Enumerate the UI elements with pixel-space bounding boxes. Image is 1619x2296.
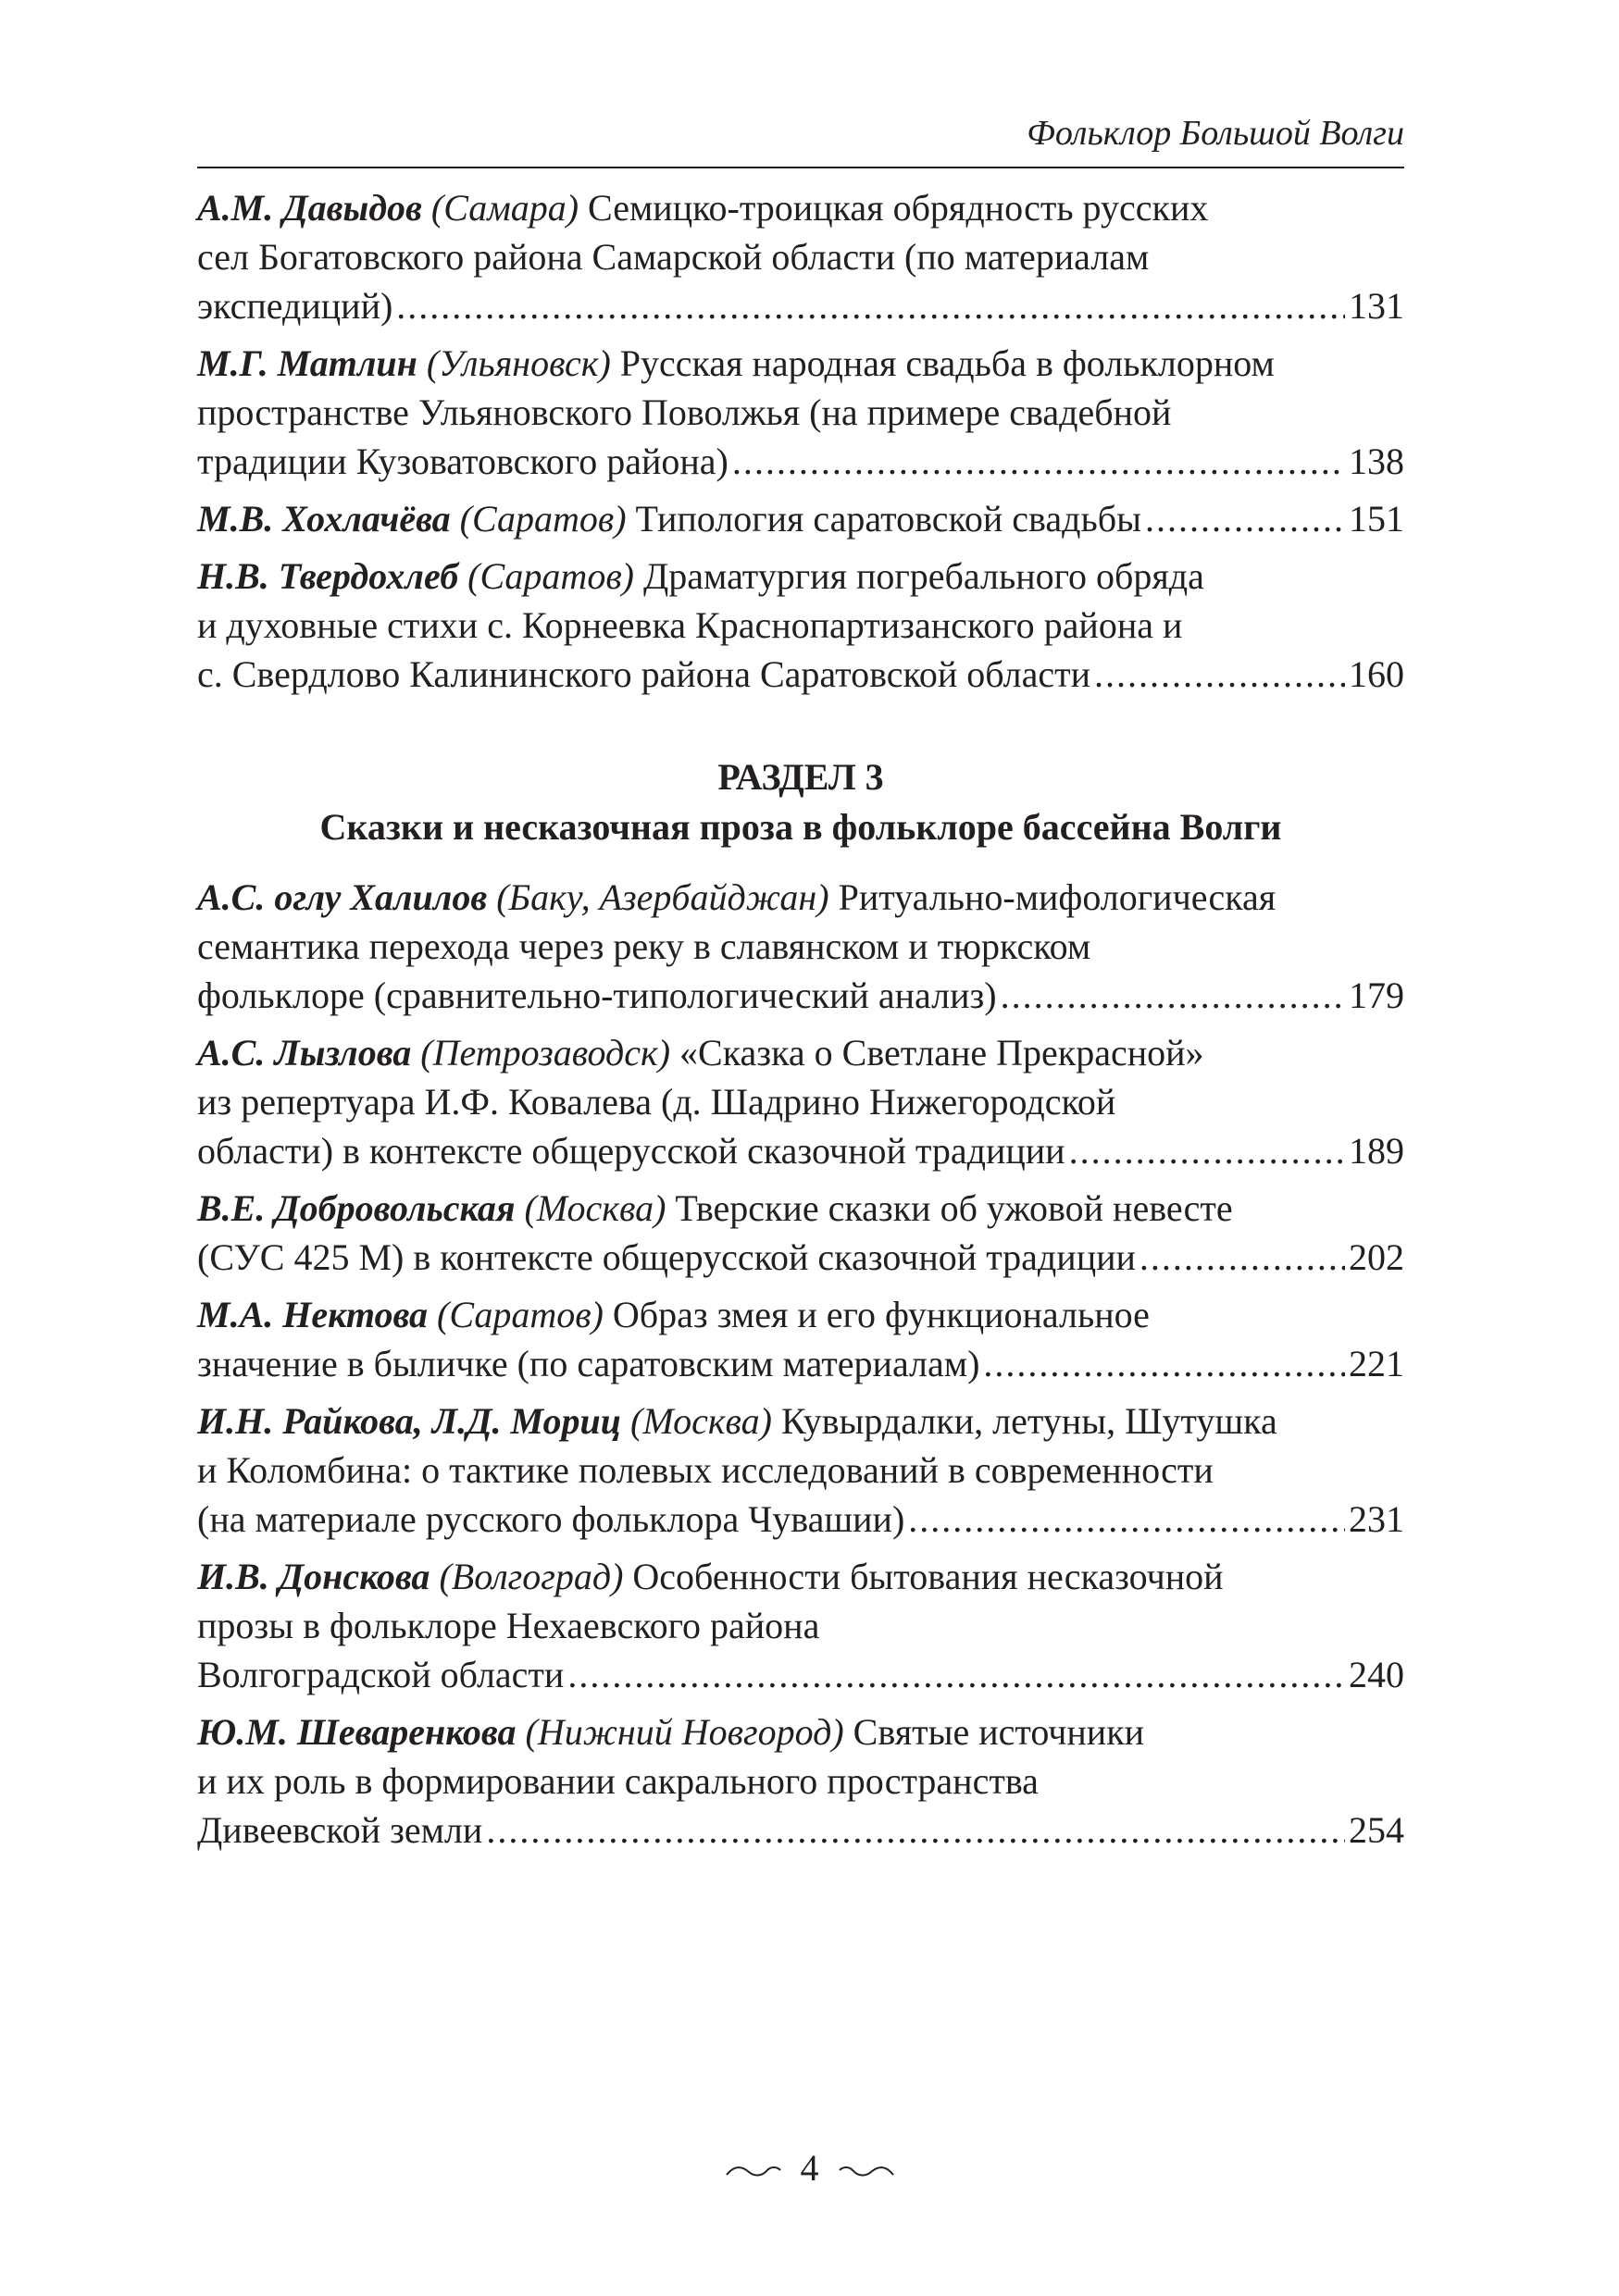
entry-title-text: значение в быличке (по саратовским материалам) [197,1343,980,1384]
entry-line [197,1446,1404,1495]
entry-city: (Москва) [524,1187,666,1229]
dot-leader [396,281,1345,330]
entry-title-text: Драматургия погребального обряда [643,555,1204,597]
entry-last-text [197,1233,1136,1282]
entry-page-number: 138 [1349,441,1404,482]
entry-page-number: 131 [1349,285,1404,327]
entry-city: (Саратов) [459,498,627,540]
entry-page-number: 202 [1349,1236,1404,1278]
toc-list-top [197,183,1404,699]
entry-line [197,922,1404,971]
entry-city: (Москва) [630,1400,772,1442]
entry-page-number: 151 [1349,498,1404,540]
entry-title-text: и Коломбина: о тактике полевых исследований в современности [197,1449,1214,1491]
entry-title-text: традиции Кузоватовского района) [197,441,729,482]
entry-title-text: Типология саратовской свадьбы [635,498,1141,540]
entry-line [197,183,1404,232]
entry-author: А.М. Давыдов [197,187,422,229]
entry-author: Ю.М. Шеваренкова [197,1711,517,1753]
section-number: РАЗДЕЛ 3 [717,756,884,798]
entry-title-text: Тверские сказки об ужовой невесте [675,1187,1233,1229]
toc-list-section [197,873,1404,1855]
dot-leader [908,1495,1345,1544]
entry-city: (Самара) [430,187,579,229]
swash-ornament-icon [838,2146,895,2190]
dot-leader [1140,1233,1345,1282]
entry-author: А.С. Лызлова [197,1032,412,1074]
entry-page-number: 160 [1349,653,1404,695]
entry-last-line [197,1233,1404,1282]
entry-city: (Баку, Азербайджан) [496,876,829,918]
toc-entry [197,552,1404,699]
entry-last-text [197,1650,565,1699]
page-number: 4 [800,2147,819,2190]
entry-title-text: пространстве Ульяновского Поволжья (на примере свадебной [197,391,1172,433]
entry-last-text [197,281,393,330]
entry-line [197,1028,1404,1077]
entry-line [197,339,1404,388]
entry-title-text: сел Богатовского района Самарской области (по материалам [197,236,1150,278]
entry-title-text: фольклоре (сравнительно-типологический анализ) [197,974,997,1016]
entry-title-text: и их роль в формировании сакрального пространства [197,1760,1039,1802]
dot-leader [983,1339,1345,1388]
entry-author: М.В. Хохлачёва [197,498,451,540]
toc-entry [197,1184,1404,1282]
entry-city: (Ульяновск) [426,342,611,384]
entry-title-text: «Сказка о Светлане Прекрасной» [679,1032,1204,1074]
entry-author: А.С. оглу Халилов [197,876,488,918]
entry-author: М.А. Нектова [197,1294,429,1335]
toc-entry [197,1290,1404,1388]
entry-line [197,1077,1404,1126]
entry-page-number: 240 [1349,1654,1404,1695]
entry-title-text: Семицко-троицкая обрядность русских [588,187,1209,229]
entry-last-line [197,281,1404,330]
entry-line [197,388,1404,437]
entry-line [197,873,1404,922]
entry-title-text: области) в контексте общерусской сказочной традиции [197,1130,1065,1172]
section-title: Сказки и несказочная проза в фольклоре бассейна Волги [319,806,1282,848]
entry-last-text [197,1806,483,1855]
entry-city: (Саратов) [467,555,634,597]
entry-author: Н.В. Твердохлеб [197,555,459,597]
entry-last-line [197,494,1404,543]
entry-title-text: (на материале русского фольклора Чувашии) [197,1498,905,1540]
entry-title-text: семантика перехода через реку в славянском и тюркском [197,925,1091,967]
dot-leader [567,1650,1345,1699]
entry-city: (Петрозаводск) [420,1032,671,1074]
entry-line [197,601,1404,650]
toc-entry [197,1028,1404,1175]
entry-title-text: экспедиций) [197,285,393,327]
dot-leader [486,1806,1345,1855]
toc-entry [197,1396,1404,1544]
dot-leader [1145,494,1345,543]
entry-title-text: и духовные стихи с. Корнеевка Краснопартизанского района и [197,604,1183,646]
dot-leader [1069,1126,1345,1175]
table-of-contents [197,183,1404,1863]
page-footer [0,2142,1619,2190]
entry-line [197,1290,1404,1339]
entry-last-text [197,650,1090,699]
entry-author: И.Н. Райкова, Л.Д. Мориц [197,1400,621,1442]
entry-author: В.Е. Добровольская [197,1187,516,1229]
entry-title-text: Святые источники [853,1711,1145,1753]
entry-last-text [197,494,1141,543]
entry-city: (Саратов) [437,1294,604,1335]
toc-entry [197,873,1404,1020]
entry-title-text: из репертуара И.Ф. Ковалева (д. Шадрино Нижегородской [197,1081,1116,1123]
entry-line [197,1707,1404,1756]
entry-last-text [197,1495,905,1544]
entry-last-text [197,1126,1065,1175]
entry-city: (Нижний Новгород) [525,1711,844,1753]
swash-ornament-icon [725,2146,782,2190]
entry-author: И.В. Донскова [197,1556,430,1597]
entry-line [197,232,1404,281]
entry-last-text [197,971,997,1020]
entry-title-text: прозы в фольклоре Нехаевского района [197,1605,820,1646]
entry-page-number: 231 [1349,1498,1404,1540]
entry-title-text: Дивеевской земли [197,1809,483,1851]
entry-last-line [197,437,1404,486]
entry-line [197,552,1404,601]
entry-line [197,1552,1404,1601]
entry-last-line [197,650,1404,699]
entry-line [197,1184,1404,1233]
entry-last-text [197,1339,980,1388]
section-heading [197,752,1404,852]
entry-last-line [197,1806,1404,1855]
entry-last-line [197,1126,1404,1175]
running-head: Фольклор Большой Волги [1027,114,1404,153]
entry-page-number: 221 [1349,1343,1404,1384]
entry-last-line [197,1650,1404,1699]
entry-line [197,1396,1404,1446]
entry-last-line [197,1495,1404,1544]
toc-entry [197,339,1404,486]
entry-title-text: с. Свердлово Калининского района Саратовской области [197,653,1090,695]
entry-last-line [197,971,1404,1020]
toc-entry [197,183,1404,330]
dot-leader [1094,650,1345,699]
dot-leader [1001,971,1345,1020]
entry-page-number: 254 [1349,1809,1404,1851]
toc-entry [197,1552,1404,1699]
entry-page-number: 179 [1349,974,1404,1016]
dot-leader [732,437,1345,486]
entry-line [197,1756,1404,1806]
entry-page-number: 189 [1349,1130,1404,1172]
entry-line [197,1601,1404,1650]
entry-title-text: Образ змея и его функциональное [612,1294,1150,1335]
entry-title-text: Ритуально-мифологическая [838,876,1277,918]
toc-entry [197,494,1404,543]
entry-title-text: Волгоградской области [197,1654,565,1695]
entry-last-line [197,1339,1404,1388]
entry-title-text: Русская народная свадьба в фольклорном [619,342,1275,384]
header-rule [197,167,1404,168]
entry-title-text: (СУС 425 М) в контексте общерусской сказочной традиции [197,1236,1136,1278]
entry-title-text: Кувырдалки, летуны, Шутушка [780,1400,1277,1442]
entry-title-text: Особенности бытования несказочной [632,1556,1224,1597]
entry-city: (Волгоград) [439,1556,624,1597]
entry-author: М.Г. Матлин [197,342,417,384]
entry-last-text [197,437,729,486]
toc-entry [197,1707,1404,1855]
